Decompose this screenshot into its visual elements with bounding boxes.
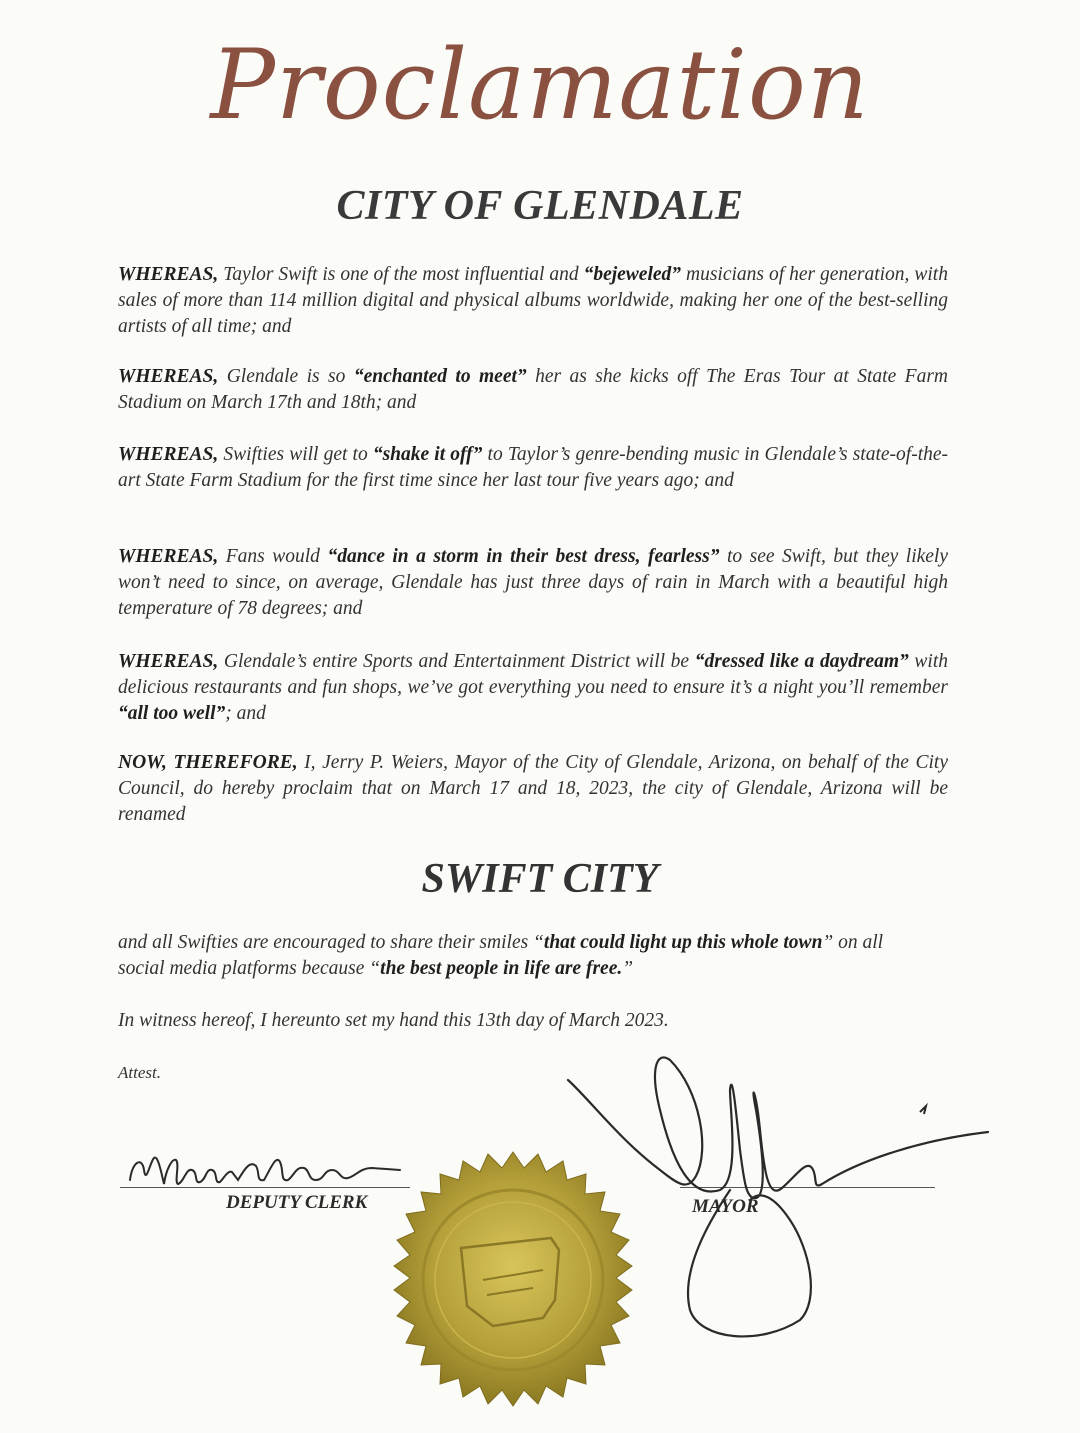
paragraph-lead: WHEREAS,: [118, 546, 219, 567]
paragraph-text: Swifties will get to: [218, 444, 373, 465]
paragraph-text: Glendale’s entire Sports and Entertainment District will be: [218, 651, 695, 672]
lyric-quote: “all too well”: [118, 703, 226, 724]
whereas-paragraph-1: [118, 262, 948, 340]
lyric-quote: the best people in life are free.: [380, 958, 623, 979]
lyric-quote: “dressed like a daydream”: [694, 651, 909, 672]
paragraph-text: ”: [622, 958, 634, 979]
paragraph-text: with delicious restaurants and fun shops, we’ve got everything you need to ensure it’s a night you’ll remember: [118, 651, 948, 698]
attest-label: Attest.: [118, 1063, 161, 1082]
paragraph-text: to see Swift, but they likely won’t need to since, on average, Glendale has just three days of rain in March with a beautiful high temperature of 78 degrees; and: [118, 546, 949, 619]
paragraph-text: to Taylor’s genre-bending music in Glendale’s state-of-the-art State Farm Stadium for the first time since her last tour five years ago; and: [118, 444, 949, 491]
whereas-paragraph-4: [118, 544, 948, 622]
paragraph-text: Taylor Swift is one of the most influential and: [218, 264, 584, 285]
mayor-label: MAYOR: [692, 1196, 759, 1217]
paragraph-text: Glendale is so: [218, 366, 354, 387]
lyric-quote: “dance in a storm in their best dress, fearless”: [327, 546, 720, 567]
paragraph-text: ; and: [225, 703, 266, 724]
proclamation-title: Proclamation: [210, 29, 870, 141]
whereas-paragraph-5: [118, 649, 948, 727]
lyric-quote: “enchanted to meet”: [353, 366, 527, 387]
paragraph-lead: WHEREAS,: [118, 264, 219, 285]
paragraph-text: musicians of her generation, with sales of more than 114 million digital and physical albums worldwide, making her one of the best-selling artists of all time; and: [118, 264, 948, 337]
renamed-city-heading: SWIFT CITY: [421, 856, 659, 902]
lyric-quote: that could light up this whole town: [543, 932, 823, 953]
paragraph-text: I, Jerry P. Weiers, Mayor of the City of Glendale, Arizona, on behalf of the City Council, do hereby proclaim that on March 17 and 18, 2023, the city of Glendale, Arizona will be renamed: [118, 752, 948, 825]
deputy-clerk-signature: [120, 1140, 420, 1200]
lyric-quote: “bejeweled”: [583, 264, 682, 285]
mayor-signature: [560, 1050, 1000, 1350]
witness-statement: In witness hereof, I hereunto set my hand this 13th day of March 2023.: [118, 1010, 669, 1031]
paragraph-lead: NOW, THEREFORE,: [118, 752, 298, 773]
paragraph-text: ” on all social media platforms because “: [118, 932, 884, 979]
paragraph-lead: WHEREAS,: [118, 366, 219, 387]
whereas-paragraph-3: [118, 442, 948, 494]
closing-paragraph: [118, 930, 908, 982]
lyric-quote: “shake it off”: [372, 444, 483, 465]
paragraph-lead: WHEREAS,: [118, 444, 219, 465]
paragraph-lead: WHEREAS,: [118, 651, 219, 672]
paragraph-text: Fans would: [218, 546, 328, 567]
therefore-paragraph: [118, 750, 948, 828]
whereas-paragraph-2: [118, 364, 948, 416]
paragraph-text: her as she kicks off The Eras Tour at State Farm Stadium on March 17th and 18th; and: [118, 366, 948, 413]
city-heading: CITY OF GLENDALE: [336, 183, 744, 229]
paragraph-text: and all Swifties are encouraged to share their smiles “: [118, 932, 544, 953]
deputy-clerk-label: DEPUTY CLERK: [226, 1192, 368, 1213]
